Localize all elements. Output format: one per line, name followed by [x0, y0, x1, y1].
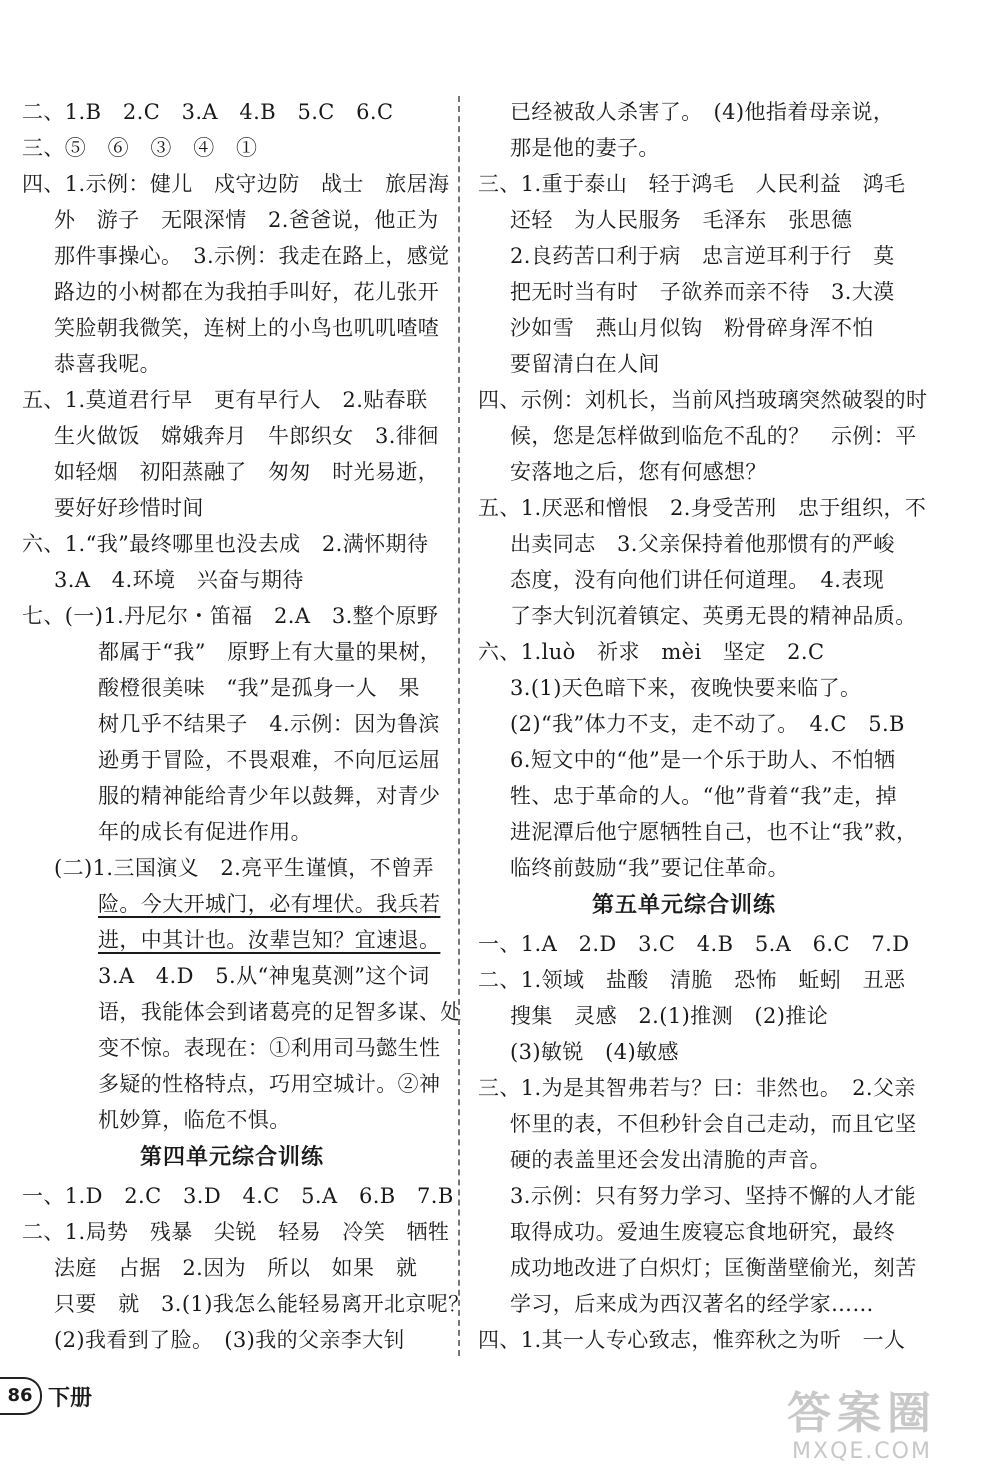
answer-line: 还轻 为人民服务 毛泽东 张思德	[510, 208, 853, 232]
answer-line: 笑脸朝我微笑，连树上的小鸟也叽叽喳喳	[54, 316, 440, 340]
watermark-url: MXQE.COM	[792, 1439, 932, 1464]
answer-line: 年的成长有促进作用。	[98, 820, 312, 844]
answer-line: 恭喜我呢。	[54, 352, 161, 376]
answer-line: 变不惊。表现在：①利用司马懿生性	[98, 1036, 441, 1060]
section-heading-unit-5: 第五单元综合训练	[591, 893, 776, 918]
watermark	[742, 1388, 982, 1468]
answer-line: 3.A 4.D 5.从“神鬼莫测”这个词	[98, 964, 430, 988]
answer-line: 外 游子 无限深情 2.爸爸说，他正为	[54, 208, 439, 232]
book-volume-label: 下册	[48, 1385, 93, 1411]
page-number: 86	[0, 1377, 42, 1415]
answer-line: 六、1.luò 祈求 mèi 坚定 2.C	[478, 640, 825, 664]
answer-line: 法庭 占据 2.因为 所以 如果 就	[54, 1256, 418, 1280]
answer-line: 二、1.B 2.C 3.A 4.B 5.C 6.C	[22, 100, 394, 124]
answer-line: 四、1.示例：健儿 戍守边防 战士 旅居海	[22, 172, 450, 196]
answer-line: 逊勇于冒险，不畏艰难，不向厄运屈	[98, 748, 441, 772]
answer-line: 五、1.厌恶和憎恨 2.身受苦刑 忠于组织，不	[478, 496, 927, 520]
answer-line: 那是他的妻子。	[510, 136, 660, 160]
answer-line: 2.良药苦口利于病 忠言逆耳利于行 莫	[510, 244, 895, 268]
answer-line: 生火做饭 嫦娥奔月 牛郎织女 3.徘徊	[54, 424, 439, 448]
answer-line: 牲、忠于革命的人。“他”背着“我”走，掉	[510, 784, 897, 808]
section-heading-unit-4: 第四单元综合训练	[139, 1145, 324, 1170]
page-footer	[0, 1376, 92, 1416]
answer-line: (二)1.三国演义 2.亮平生谨慎，不曾弄	[54, 856, 434, 880]
answer-line: 三、⑤ ⑥ ③ ④ ①	[22, 136, 258, 160]
answer-line: 出卖同志 3.父亲保持着他那惯有的严峻	[510, 532, 895, 556]
answer-line: 沙如雪 燕山月似钩 粉骨碎身浑不怕	[510, 316, 874, 340]
answer-line: 3.A 4.环境 兴奋与期待	[54, 568, 304, 592]
right-answer-column	[478, 94, 928, 1358]
answer-line: 三、1.重于泰山 轻于鸿毛 人民利益 鸿毛	[478, 172, 906, 196]
answer-line: 四、示例：刘机长，当前风挡玻璃突然破裂的时	[478, 388, 928, 412]
answer-line: 机妙算，临危不惧。	[98, 1108, 291, 1132]
answer-line: 态度，没有向他们讲任何道理。 4.表现	[510, 568, 885, 592]
answer-line: 要好好珍惜时间	[54, 496, 204, 520]
answer-line: 语，我能体会到诸葛亮的足智多谋、处	[98, 1000, 462, 1024]
answer-line: 把无时当有时 子欲养而亲不待 3.大漠	[510, 280, 895, 304]
answer-line: 如轻烟 初阳蒸融了 匆匆 时光易逝，	[54, 460, 440, 484]
answer-line: 进泥潭后他宁愿牺牲自己，也不让“我”救，	[510, 820, 918, 844]
answer-line: 多疑的性格特点，巧用空城计。②神	[98, 1072, 441, 1096]
left-answer-column	[22, 94, 470, 1358]
answer-line-underlined: 进，中其计也。汝辈岂知？宜速退。	[98, 928, 441, 952]
answer-line: 那件事操心。 3.示例：我走在路上，感觉	[54, 244, 450, 268]
answer-line: 酸橙很美味 “我”是孤身一人 果	[98, 676, 420, 700]
answer-line: 六、1.“我”最终哪里也没去成 2.满怀期待	[22, 532, 429, 556]
answer-line: 七、(一)1.丹尼尔・笛福 2.A 3.整个原野	[22, 604, 439, 628]
answer-line: 三、1.为是其智弗若与？曰：非然也。 2.父亲	[478, 1076, 916, 1100]
answer-line: 硬的表盖里还会发出清脆的声音。	[510, 1148, 831, 1172]
answer-line: 取得成功。爱迪生废寝忘食地研究，最终	[510, 1220, 896, 1244]
answer-line: 二、1.局势 残暴 尖锐 轻易 冷笑 牺牲	[22, 1220, 450, 1244]
answer-line: 已经被敌人杀害了。 (4)他指着母亲说，	[510, 100, 895, 124]
answer-line: 3.示例：只有努力学习、坚持不懈的人才能	[510, 1184, 917, 1208]
answer-line: 四、1.其一人专心致志，惟弈秋之为听 一人	[478, 1328, 906, 1352]
answer-line: 二、1.领域 盐酸 清脆 恐怖 蚯蚓 丑恶	[478, 968, 906, 992]
answer-line: 要留清白在人间	[510, 352, 660, 376]
answer-line: 3.(1)天色暗下来，夜晚快要来临了。	[510, 676, 862, 700]
column-divider	[458, 96, 460, 1356]
answer-line: 服的精神能给青少年以鼓舞，对青少	[98, 784, 441, 808]
answer-line: 候，您是怎样做到临危不乱的？ 示例：平	[510, 424, 917, 448]
answer-line: 怀里的表，不但秒针会自己走动，而且它坚	[510, 1112, 917, 1136]
answer-line: 一、1.D 2.C 3.D 4.C 5.A 6.B 7.B	[22, 1184, 454, 1208]
answer-line: (2)我看到了脸。 (3)我的父亲李大钊	[54, 1328, 405, 1352]
answer-line: 学习，后来成为西汉著名的经学家……	[510, 1292, 874, 1316]
answer-line: 路边的小树都在为我拍手叫好，花儿张开	[54, 280, 440, 304]
answer-line: 树几乎不结果子 4.示例：因为鲁滨	[98, 712, 440, 736]
answer-line: (2)“我”体力不支，走不动了。 4.C 5.B	[510, 712, 905, 736]
answer-line: 成功地改进了白炽灯；匡衡凿壁偷光，刻苦	[510, 1256, 917, 1280]
answer-line: 搜集 灵感 2.(1)推测 (2)推论	[510, 1004, 829, 1028]
answer-line: 了李大钊沉着镇定、英勇无畏的精神品质。	[510, 604, 917, 628]
answer-line: 临终前鼓励“我”要记住革命。	[510, 856, 790, 880]
answer-line: (3)敏锐 (4)敏感	[510, 1040, 679, 1064]
answer-line: 一、1.A 2.D 3.C 4.B 5.A 6.C 7.D	[478, 932, 910, 956]
answer-line: 6.短文中的“他”是一个乐于助人、不怕牺	[510, 748, 896, 772]
answer-line: 五、1.莫道君行早 更有早行人 2.贴春联	[22, 388, 428, 412]
answer-line-underlined: 险。今大开城门，必有埋伏。我兵若	[98, 892, 441, 916]
answer-line: 只要 就 3.(1)我怎么能轻易离开北京呢？	[54, 1292, 470, 1316]
answer-line: 都属于“我” 原野上有大量的果树，	[98, 640, 442, 664]
answer-line: 安落地之后，您有何感想？	[510, 460, 767, 484]
watermark-logo: 答案圈	[787, 1388, 937, 1439]
